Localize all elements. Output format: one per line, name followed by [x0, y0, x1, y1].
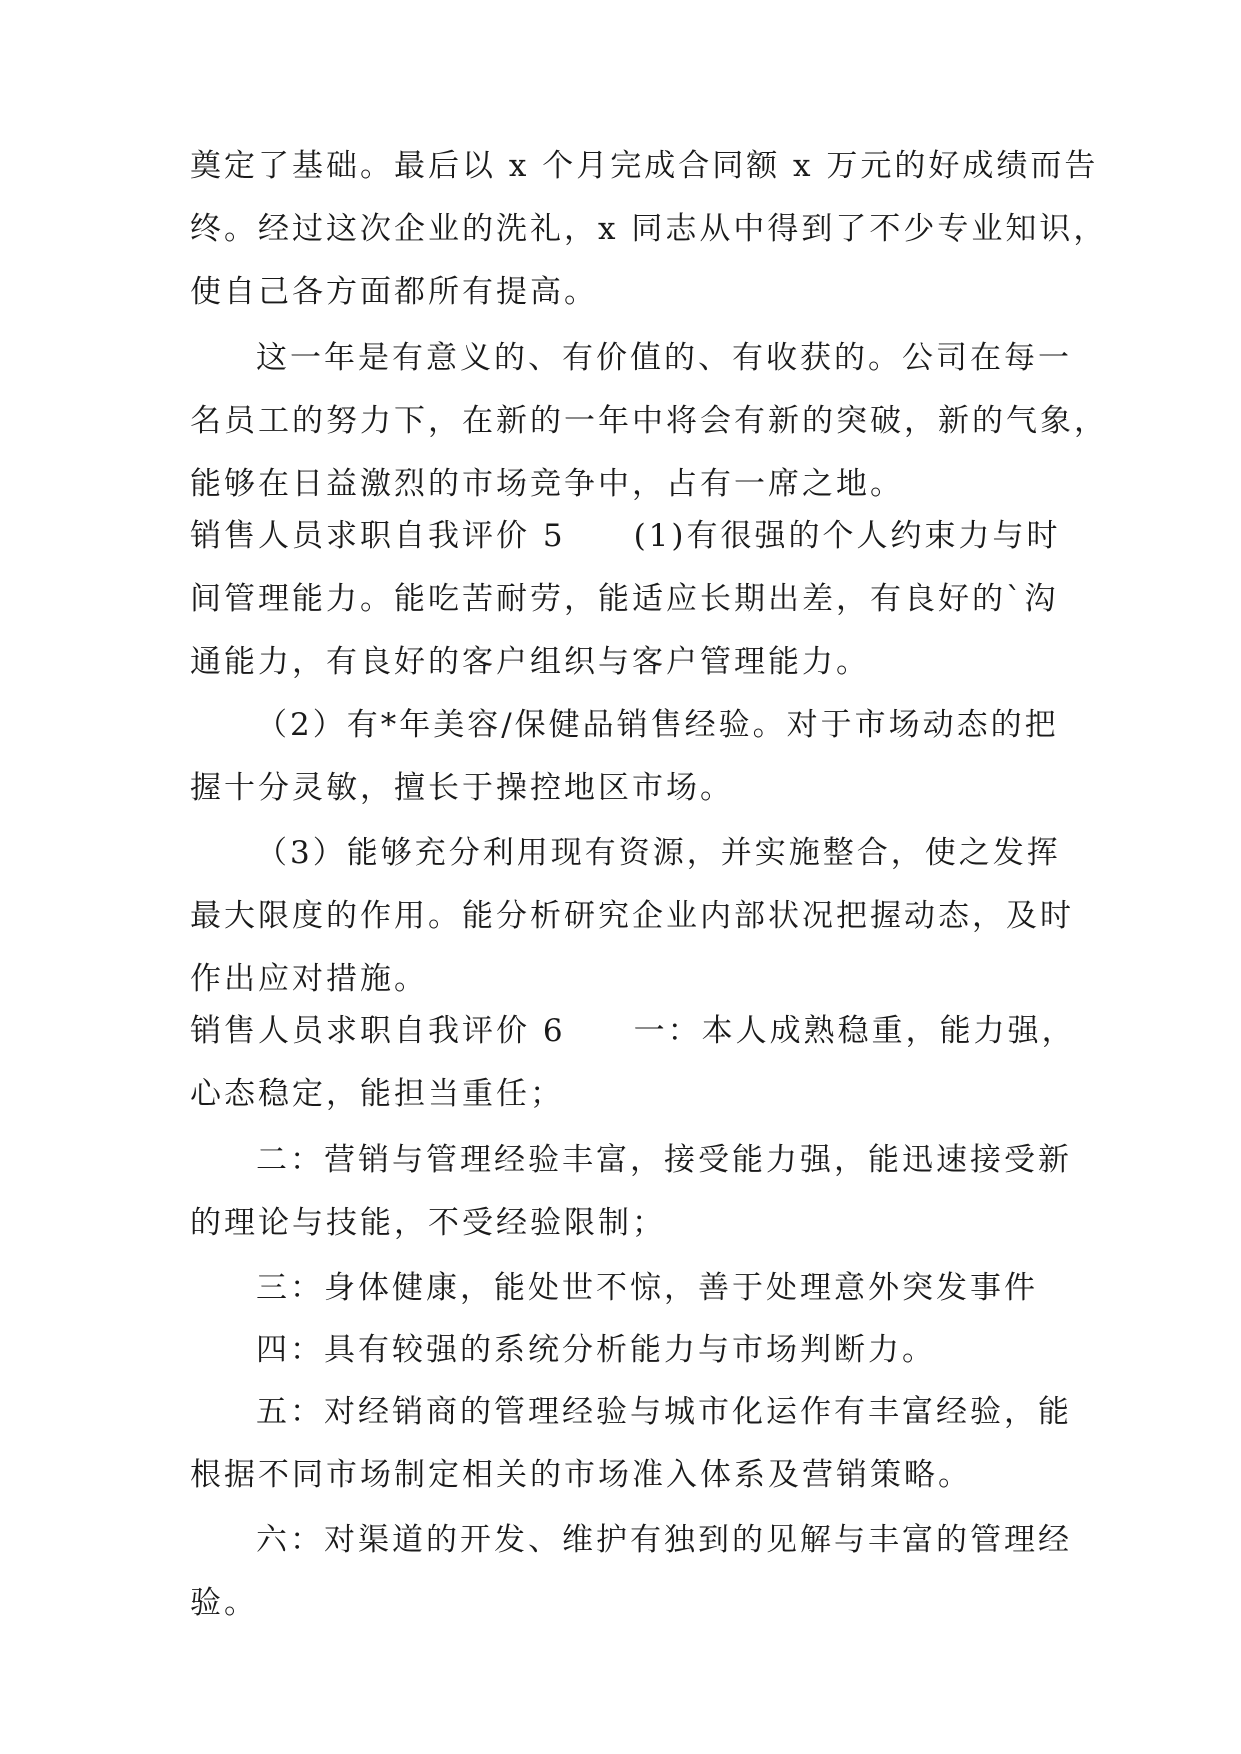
text-line: 二：营销与管理经验丰富，接受能力强，能迅速接受新 [256, 1142, 1072, 1178]
text-line: 心态稳定，能担当重任； [190, 1076, 564, 1112]
text-line: 这一年是有意义的、有价值的、有收获的。公司在每一 [256, 340, 1072, 376]
text-line: 三：身体健康，能处世不惊，善于处理意外突发事件 [256, 1270, 1038, 1306]
text-line: 奠定了基础。最后以 x 个月完成合同额 x 万元的好成绩而告 [190, 148, 1099, 184]
text-line: 最大限度的作用。能分析研究企业内部状况把握动态，及时 [190, 898, 1074, 934]
text-line: 作出应对措施。 [190, 961, 428, 997]
text-line: 五：对经销商的管理经验与城市化运作有丰富经验，能 [256, 1394, 1072, 1430]
text-line: 间管理能力。能吃苦耐劳，能适应长期出差，有良好的`沟 [190, 581, 1059, 617]
text-line: 四：具有较强的系统分析能力与市场判断力。 [256, 1332, 936, 1368]
section-heading-line: 销售人员求职自我评价 6 一：本人成熟稳重，能力强， [190, 1013, 1076, 1049]
text-line: 六：对渠道的开发、维护有独到的见解与丰富的管理经 [256, 1522, 1072, 1558]
text-line: （2）有*年美容/保健品销售经验。对于市场动态的把 [256, 707, 1059, 743]
text-line: 根据不同市场制定相关的市场准入体系及营销策略。 [190, 1457, 972, 1493]
text-line: 通能力，有良好的客户组织与客户管理能力。 [190, 644, 870, 680]
text-line: 能够在日益激烈的市场竞争中，占有一席之地。 [190, 466, 904, 502]
text-line: 验。 [190, 1585, 258, 1621]
text-line: 使自己各方面都所有提高。 [190, 274, 598, 310]
text-line: 的理论与技能，不受经验限制； [190, 1205, 666, 1241]
text-line: （3）能够充分利用现有资源，并实施整合，使之发挥 [256, 835, 1061, 871]
text-line: 握十分灵敏，擅长于操控地区市场。 [190, 770, 734, 806]
section-heading-line: 销售人员求职自我评价 5 (1)有很强的个人约束力与时 [190, 518, 1061, 554]
text-line: 名员工的努力下，在新的一年中将会有新的突破，新的气象， [190, 403, 1108, 439]
text-line: 终。经过这次企业的洗礼，x 同志从中得到了不少专业知识， [190, 211, 1108, 247]
